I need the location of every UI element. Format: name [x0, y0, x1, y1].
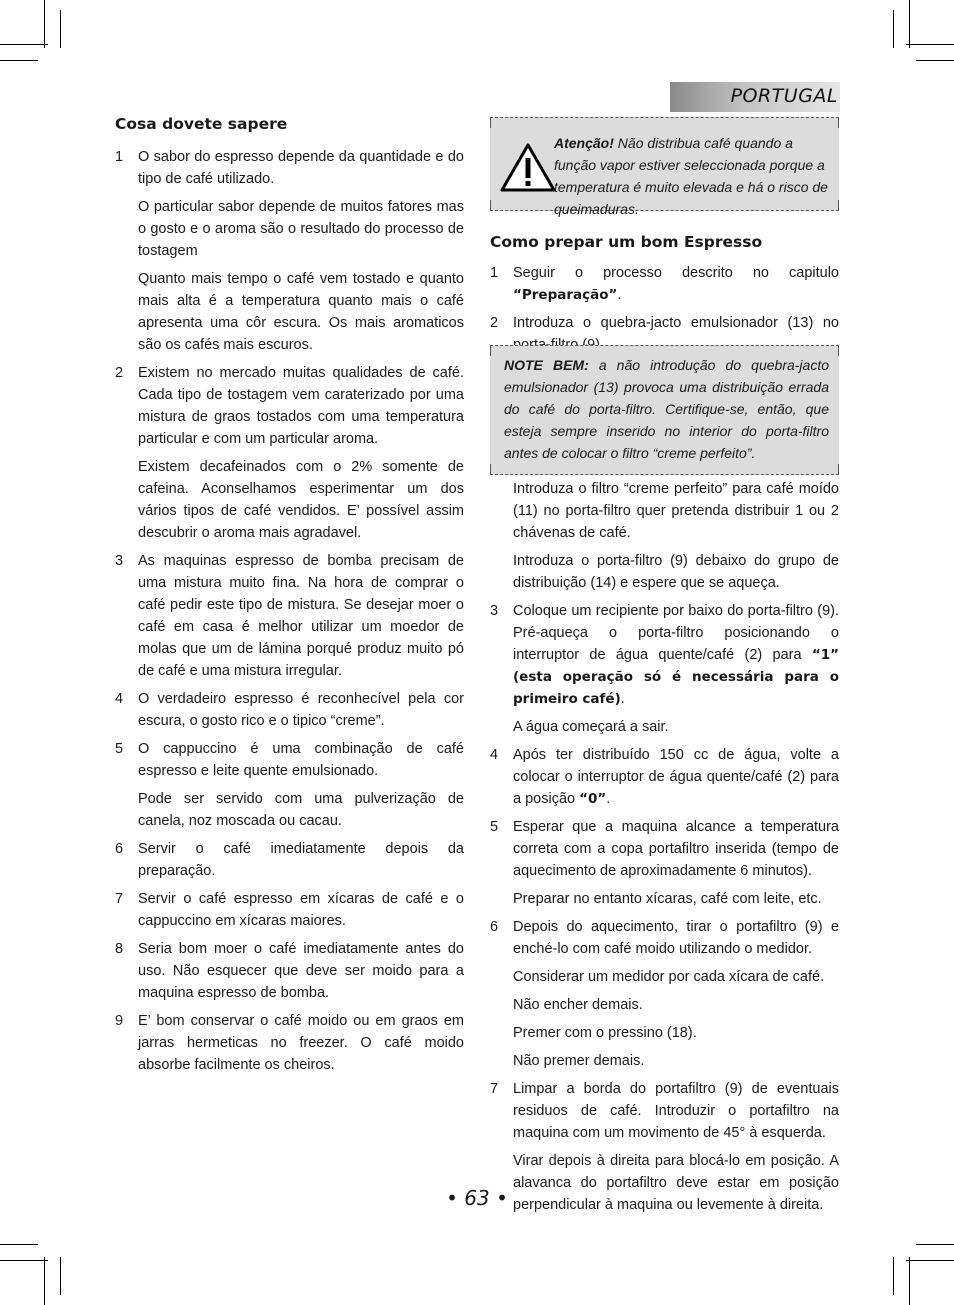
list-item: 4 O verdadeiro espresso é reconhecível pela cor escura, o gosto rico e o tipico “creme”.	[115, 691, 464, 729]
crop-mark	[916, 60, 954, 61]
list-item: 5 Esperar que a maquina alcance a temperatura correta com a copa portafiltro inserida (tempo de aquecimento de aproximadamente 6 minutos).	[490, 819, 839, 879]
crop-mark	[909, 0, 910, 48]
paragraph: Não encher demais.	[513, 997, 643, 1013]
list-item: 4 Após ter distribuído 150 cc de água, volte a colocar o interruptor de água quente/café (2) para a posição “0”.	[490, 747, 839, 807]
paragraph: Não premer demais.	[513, 1053, 645, 1069]
list-item: 8 Seria bom moer o café imediatamente antes do uso. Não esquecer que deve ser moido para a maquina espresso de bomba.	[115, 941, 464, 1001]
warning-body: Não distribua café quando a função vapor estiver seleccionada porque a temperatura é muito elevada e há o risco de queimaduras.	[554, 135, 828, 217]
language-tab	[670, 82, 840, 112]
right-column	[490, 230, 839, 362]
paragraph: O particular sabor depende de muitos fatores mas o gosto e o aroma são o resultado do processo de tostagem	[138, 199, 464, 259]
crop-mark	[0, 1260, 48, 1261]
list-item: 6 Servir o café imediatamente depois da preparação.	[115, 841, 464, 879]
list-item: 5 O cappuccino é uma combinação de café espresso e leite quente emulsionado.	[115, 741, 464, 779]
crop-mark	[60, 10, 61, 48]
list-item: 6 Depois do aquecimento, tirar o portafiltro (9) e enché-lo com café moido utilizando o medidor.	[490, 919, 839, 957]
crop-mark	[60, 1257, 61, 1295]
note-box	[490, 345, 839, 475]
list-item: 2 Existem no mercado muitas qualidades de café. Cada tipo de tostagem vem caraterizado por uma mistura de graos tostados com uma temperatura particular e com um particular aroma.	[115, 365, 464, 447]
section-heading: Como prepar um bom Espresso	[490, 233, 763, 251]
list-item: 9 E’ bom conservar o café moido ou em graos em jarras hermeticas no freezer. O café moido absorbe facilmente os cheiros.	[115, 1013, 464, 1073]
crop-mark	[0, 44, 48, 45]
list-item: 2 Introduza o quebra-jacto emulsionador (13) no	[490, 315, 839, 331]
crop-mark	[916, 1244, 954, 1245]
note-body: a não introdução do quebra-jacto emulsionador (13) provoca uma distribuição errada do café do porta-filtro. Certifique-se, então, que esteja sempre inserido no interior do porta-filtro antes de colocar o filtro “creme perfeito”.	[504, 357, 830, 461]
section-heading: Cosa dovete sapere	[115, 115, 288, 133]
paragraph: Pode ser servido com uma pulverização de canela, noz moscada ou cacau.	[138, 791, 464, 829]
language-label: PORTUGAL	[730, 85, 838, 107]
paragraph: A água começará a sair.	[513, 719, 669, 735]
paragraph: Existem decafeinados com o 2% somente de cafeina. Aconselhamos esperimentar um dos vários tipos de café vendidos. E’ possível assim descubrir o aroma mais agradavel.	[138, 459, 464, 541]
crop-mark	[893, 1257, 894, 1295]
crop-mark	[44, 0, 45, 48]
paragraph: Premer com o pressino (18).	[513, 1025, 697, 1041]
paragraph: Considerar um medidor por cada xícara de café.	[513, 969, 825, 985]
right-column-continued	[490, 478, 839, 1222]
warning-box	[490, 117, 839, 217]
crop-mark	[893, 10, 894, 48]
list-item: 3 As maquinas espresso de bomba precisam de uma mistura muito fina. Na hora de comprar o café pedir este tipo de mistura. Se desejar moer o café em casa é melhor utilizar um moedor de molas que um de lámina porqué produz muito pó de café e uma mistura irregular.	[115, 553, 464, 679]
list-item: 7 Limpar a borda do portafiltro (9) de eventuais residuos de café. Introduzir o portafiltro na maquina com um movimento de 45° à esquerda.	[490, 1081, 839, 1141]
crop-mark	[906, 44, 954, 45]
crop-mark	[0, 1244, 38, 1245]
crop-mark	[909, 1257, 910, 1305]
warning-triangle-icon	[500, 143, 556, 193]
crop-mark	[0, 60, 38, 61]
warning-text	[554, 132, 829, 220]
crop-mark	[44, 1257, 45, 1305]
list-item: 1 Seguir o processo descrito no capitulo “Preparação”.	[490, 265, 839, 303]
paragraph: Introduza o porta-filtro (9) debaixo do grupo de distribuição (14) e espere que se aqueça.	[513, 553, 839, 591]
crop-mark	[906, 1260, 954, 1261]
paragraph: Preparar no entanto xícaras, café com leite, etc.	[513, 891, 822, 907]
left-column	[115, 112, 464, 1082]
list-item: 1 O sabor do espresso depende da quantidade e do tipo de café utilizado.	[115, 149, 464, 187]
paragraph: Virar depois à direita para blocá-lo em posição. A alavanca do portafiltro deve estar em posição perpendicular à maquina ou levemente à direita.	[513, 1153, 839, 1213]
warning-label: Atenção!	[554, 135, 614, 151]
paragraph: Quanto mais tempo o café vem tostado e quanto mais alta é a temperatura quanto mais o café apresenta uma côr escura. Os mais aromaticos são os cafés mais escuros.	[138, 271, 464, 353]
list-item: 7 Servir o café espresso em xícaras de café e o cappuccino em xícaras maiores.	[115, 891, 464, 929]
note-label: NOTE BEM:	[504, 357, 589, 373]
page-number: • 63 •	[446, 1186, 508, 1210]
list-item: 3 Coloque um recipiente por baixo do porta-filtro (9). Pré-aqueça o porta-filtro posicionando o interruptor de água quente/café (2) para “1” (esta operação só é necessária para o primeiro café).	[490, 603, 839, 707]
paragraph: Introduza o filtro “creme perfeito” para café moído (11) no porta-filtro quer pretenda distribuir 1 ou 2 chávenas de café.	[513, 481, 839, 541]
note-text	[504, 354, 829, 464]
